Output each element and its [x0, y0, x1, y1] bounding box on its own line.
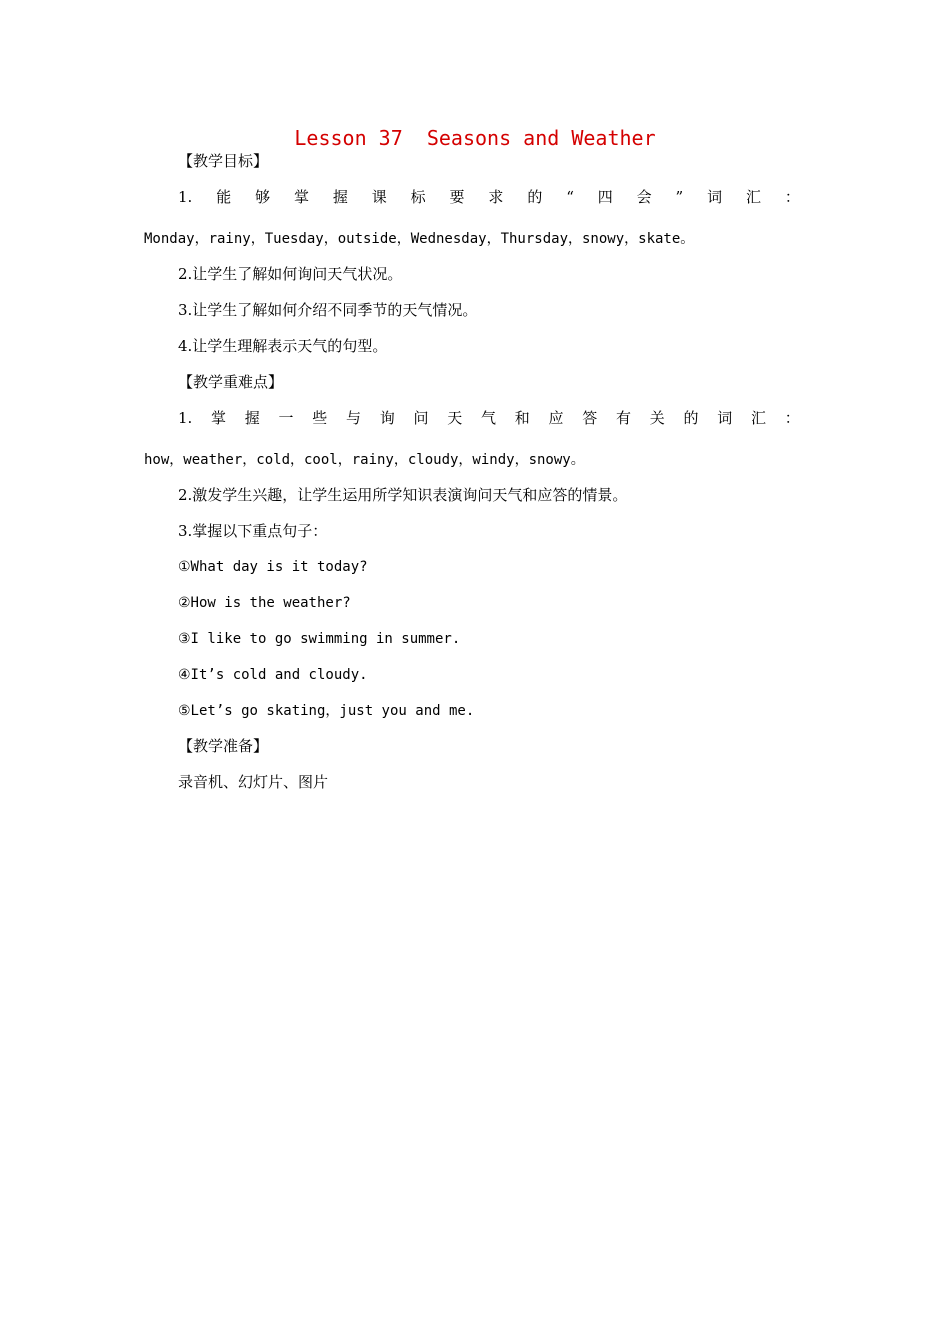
keypoints-item-1-char: 天: [447, 409, 463, 427]
keypoints-item-1-char: 掌: [211, 409, 227, 427]
objectives-item-1-char: ：: [784, 188, 800, 206]
objectives-item-1: [178, 186, 800, 208]
objectives-item-1-char: “: [566, 188, 574, 206]
keypoints-item-1-char: 汇: [751, 409, 767, 427]
objectives-item-1-char: 要: [449, 188, 465, 206]
key-sentence-1: ①What day is it today?: [178, 559, 368, 575]
keypoints-item-1-char: 词: [717, 409, 733, 427]
keypoints-item-1-char: 询: [379, 409, 395, 427]
keypoints-item-1-char: 有: [616, 409, 632, 427]
keypoints-item-1-char: 关: [649, 409, 665, 427]
objectives-item-1-char: 1.: [178, 188, 193, 206]
objectives-item-1-char: 握: [332, 188, 348, 206]
objectives-item-1-vocab: Monday，rainy，Tuesday，outside，Wednesday，Thursday，snowy，skate。: [144, 231, 695, 247]
objectives-heading: 【教学目标】: [178, 152, 269, 170]
objectives-item-1-char: ”: [675, 188, 684, 206]
key-sentence-5: ⑤Let’s go skating，just you and me.: [178, 703, 475, 719]
keypoints-item-1-char: 气: [481, 409, 497, 427]
preparation-content: 录音机、幻灯片、图片: [178, 773, 329, 791]
keypoints-item-1-char: ：: [784, 409, 800, 427]
objectives-item-1-char: 够: [255, 188, 271, 206]
keypoints-item-1-char: 问: [413, 409, 429, 427]
key-sentence-3: ③I like to go swimming in summer.: [178, 631, 461, 647]
objectives-item-1-char: 标: [410, 188, 426, 206]
objectives-item-4: 4.让学生理解表示天气的句型。: [178, 337, 388, 355]
objectives-item-1-char: 课: [371, 188, 387, 206]
preparation-heading: 【教学准备】: [178, 737, 269, 755]
keypoints-heading: 【教学重难点】: [178, 373, 284, 391]
objectives-item-1-char: 能: [216, 188, 232, 206]
document-title: Lesson 37 Seasons and Weather: [294, 126, 656, 150]
objectives-item-1-char: 的: [527, 188, 543, 206]
keypoints-item-1-char: 握: [244, 409, 260, 427]
keypoints-item-2: 2.激发学生兴趣，让学生运用所学知识表演询问天气和应答的情景。: [178, 486, 628, 504]
key-sentence-4: ④It’s cold and cloudy.: [178, 667, 368, 683]
key-sentence-2: ②How is the weather?: [178, 595, 351, 611]
keypoints-item-1-char: 的: [683, 409, 699, 427]
objectives-item-1-char: 四: [597, 188, 613, 206]
keypoints-item-3: 3.掌握以下重点句子：: [178, 522, 328, 540]
objectives-item-3: 3.让学生了解如何介绍不同季节的天气情况。: [178, 301, 478, 319]
objectives-item-1-char: 词: [707, 188, 723, 206]
keypoints-item-1-char: 1.: [178, 409, 193, 427]
objectives-item-1-char: 掌: [293, 188, 309, 206]
keypoints-item-1-char: 答: [582, 409, 598, 427]
keypoints-item-1-char: 一: [278, 409, 294, 427]
keypoints-item-1-char: 和: [514, 409, 530, 427]
objectives-item-1-char: 求: [488, 188, 504, 206]
keypoints-item-1-char: 应: [548, 409, 564, 427]
objectives-item-1-char: 汇: [745, 188, 761, 206]
keypoints-item-1-vocab: how，weather，cold，cool，rainy，cloudy，windy，snowy。: [144, 452, 585, 468]
keypoints-item-1: [178, 407, 800, 429]
objectives-item-2: 2.让学生了解如何询问天气状况。: [178, 265, 403, 283]
objectives-item-1-char: 会: [636, 188, 652, 206]
keypoints-item-1-char: 些: [312, 409, 328, 427]
keypoints-item-1-char: 与: [346, 409, 362, 427]
